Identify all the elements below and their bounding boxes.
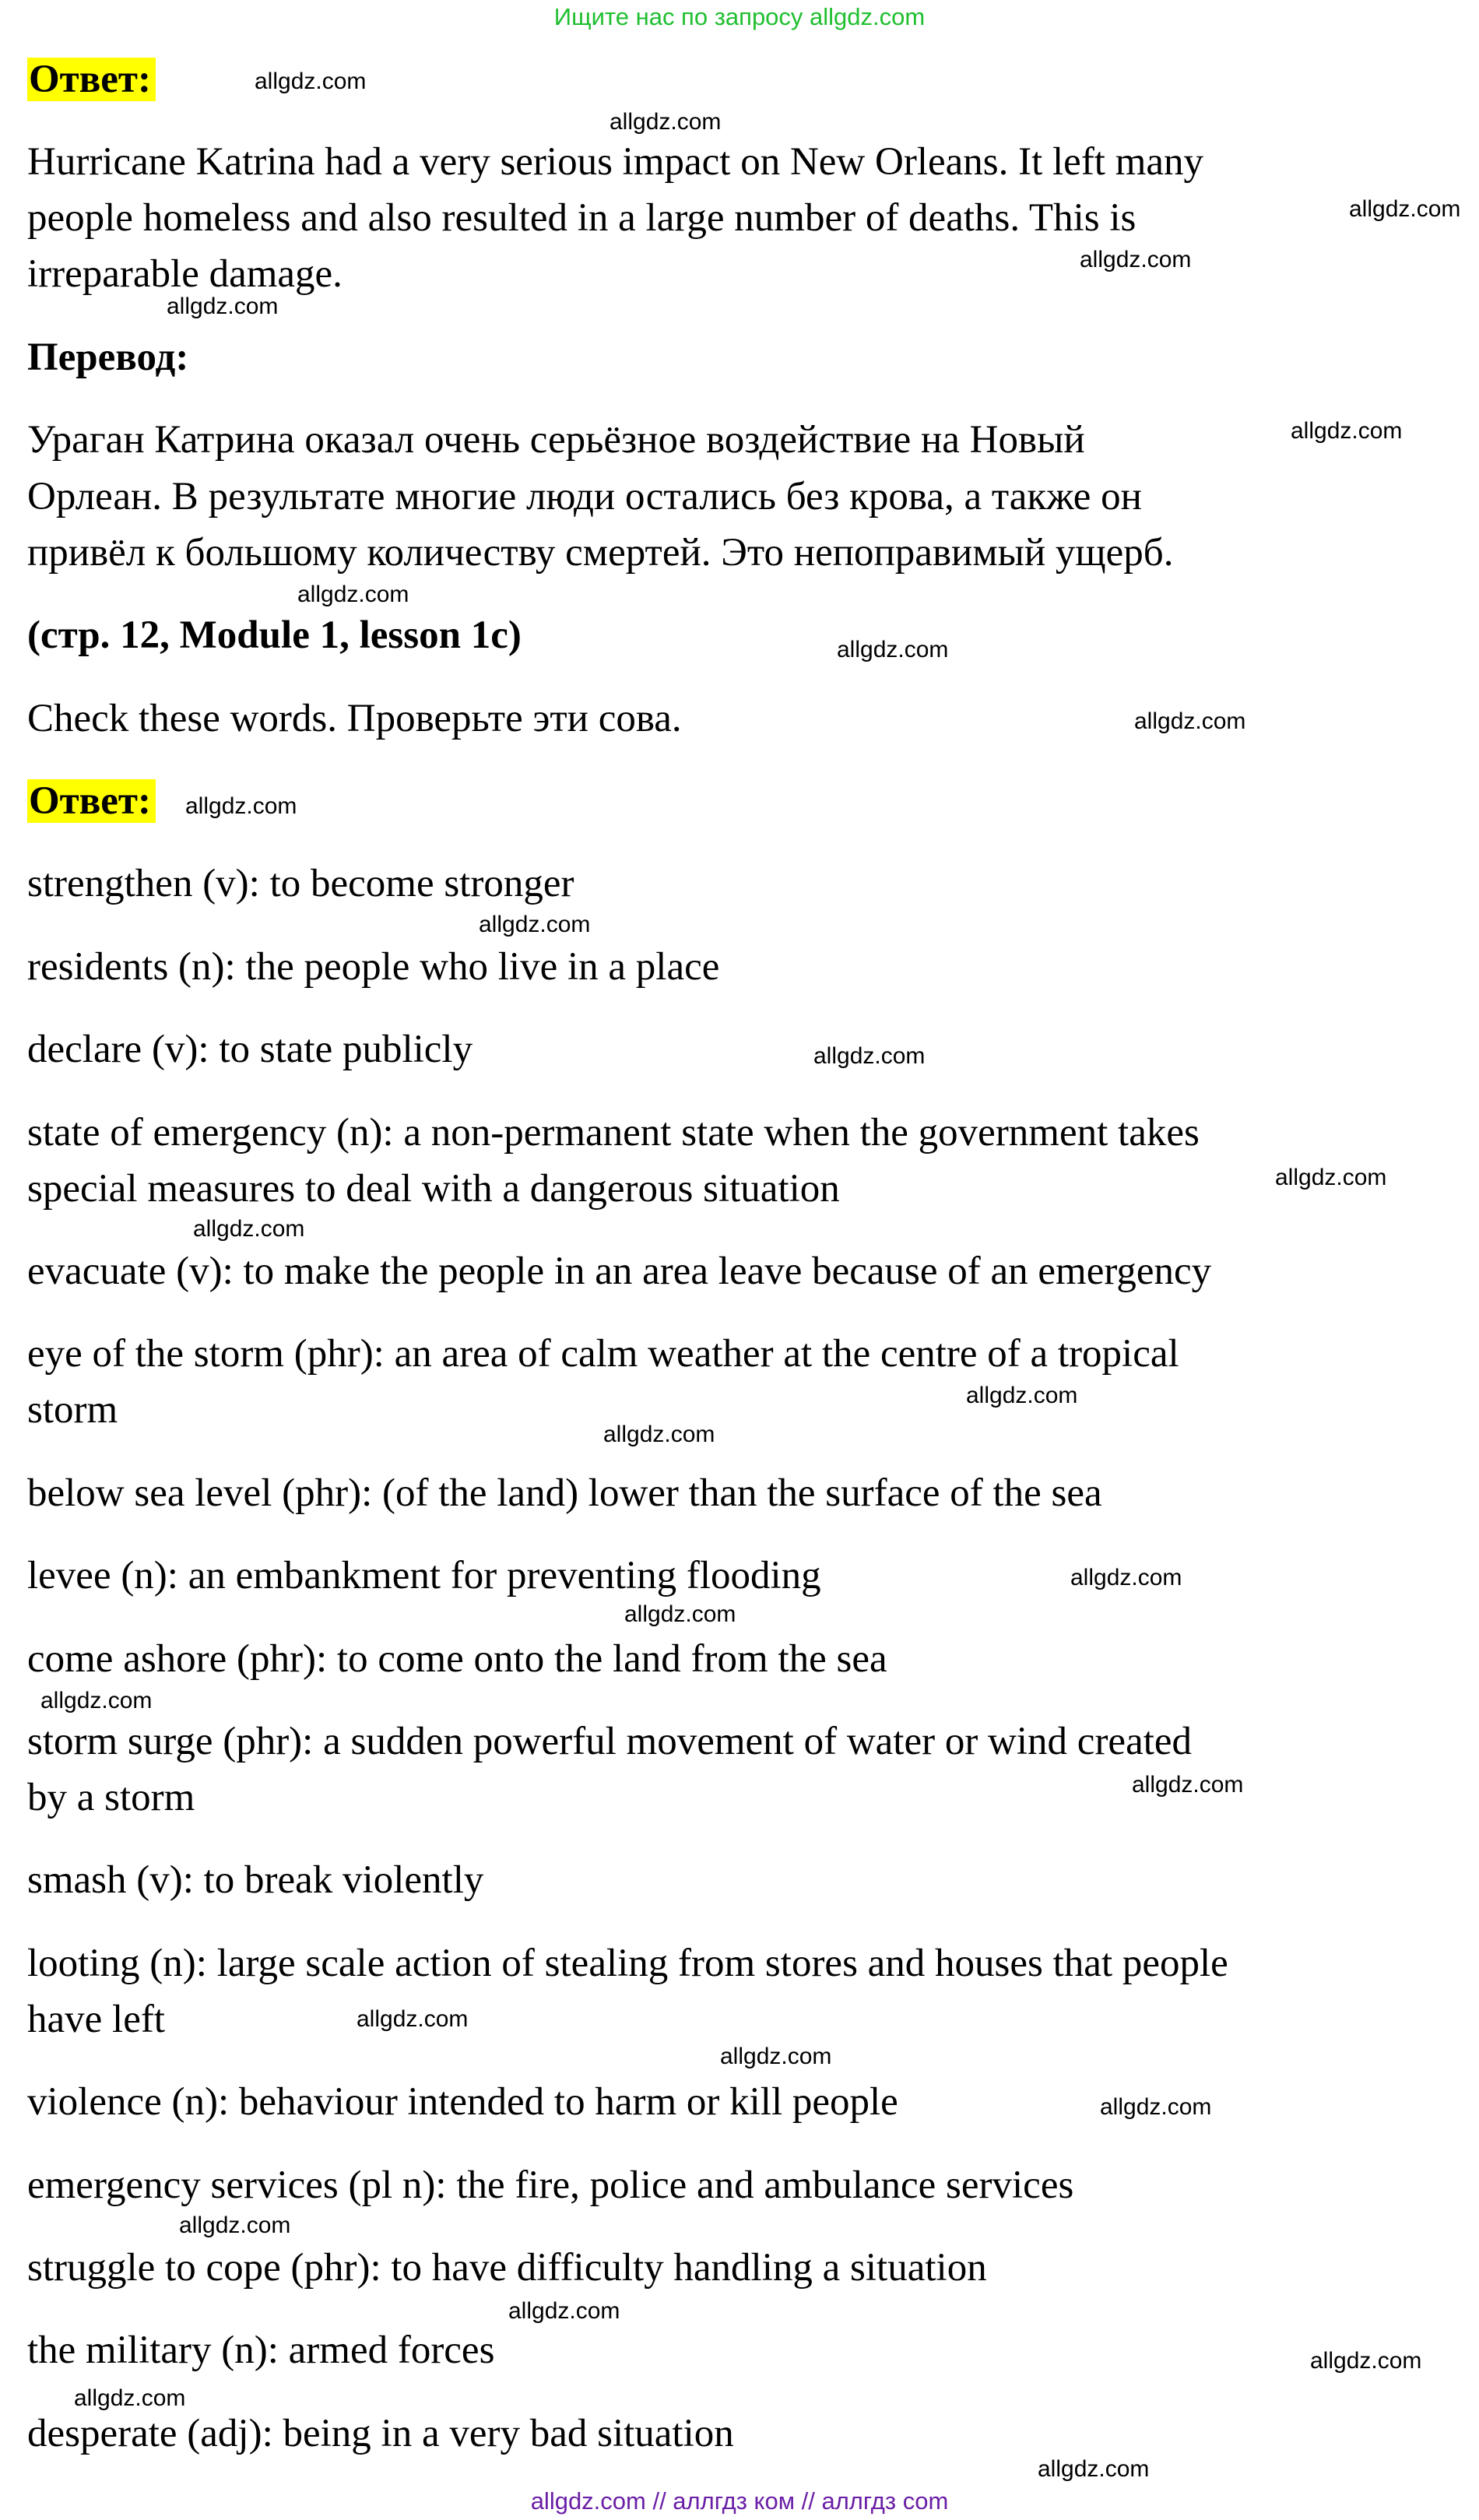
watermark: allgdz.com xyxy=(1275,1165,1387,1190)
watermark: allgdz.com xyxy=(1080,247,1192,272)
watermark: allgdz.com xyxy=(508,2298,620,2324)
definition-line: levee (n): an embankment for preventing flooding xyxy=(27,1554,821,1597)
watermark: allgdz.com xyxy=(255,69,367,94)
watermark: allgdz.com xyxy=(479,912,591,937)
definition-line: struggle to cope (phr): to have difficulty handling a situation xyxy=(27,2246,987,2290)
definition-line: violence (n): behaviour intended to harm or kill people xyxy=(27,2080,898,2124)
answer-label: Ответ: xyxy=(27,51,156,107)
watermark: allgdz.com xyxy=(1349,196,1461,222)
watermark: allgdz.com xyxy=(1132,1772,1244,1798)
watermark: allgdz.com xyxy=(1134,708,1246,734)
watermark: allgdz.com xyxy=(610,109,722,135)
definition-line: strengthen (v): to become stronger xyxy=(27,862,574,905)
translation-line-3: привёл к большому количеству смертей. Это непоправимый ущерб. xyxy=(27,531,1174,575)
watermark: allgdz.com xyxy=(1038,2456,1150,2482)
definition-line: storm xyxy=(27,1388,118,1432)
watermark: allgdz.com xyxy=(1070,1565,1182,1590)
watermark: allgdz.com xyxy=(1291,418,1403,444)
watermark: allgdz.com xyxy=(167,293,279,319)
translation-label: Перевод: xyxy=(27,336,189,379)
watermark: allgdz.com xyxy=(966,1383,1078,1408)
watermark: allgdz.com xyxy=(297,582,409,607)
definition-line: by a storm xyxy=(27,1776,195,1819)
watermark: allgdz.com xyxy=(603,1422,715,1447)
task-instruction: Check these words. Проверьте эти сова. xyxy=(27,697,682,740)
translation-line-1: Ураган Катрина оказал очень серьёзное воздействие на Новый xyxy=(27,418,1085,462)
bottom-promo-banner[interactable]: allgdz.com // аллгдз ком // аллгдз com xyxy=(530,2487,949,2515)
definition-line: smash (v): to break violently xyxy=(27,1858,484,1902)
definition-line: below sea level (phr): (of the land) lower than the surface of the sea xyxy=(27,1471,1102,1515)
definition-line: emergency services (pl n): the fire, police and ambulance services xyxy=(27,2163,1074,2207)
answer-line-3: irreparable damage. xyxy=(27,252,343,296)
watermark: allgdz.com xyxy=(720,2044,832,2069)
watermark: allgdz.com xyxy=(813,1043,926,1069)
answer-line-2: people homeless and also resulted in a large number of deaths. This is xyxy=(27,196,1136,240)
definition-line: evacuate (v): to make the people in an area leave because of an emergency xyxy=(27,1249,1212,1293)
definition-line: the military (n): armed forces xyxy=(27,2328,495,2372)
watermark: allgdz.com xyxy=(185,793,297,819)
watermark: allgdz.com xyxy=(74,2385,186,2411)
definition-line: special measures to deal with a dangerous situation xyxy=(27,1167,840,1211)
watermark: allgdz.com xyxy=(1100,2094,1212,2120)
translation-line-2: Орлеан. В результате многие люди остались без крова, а также он xyxy=(27,475,1142,518)
definition-line: state of emergency (n): a non-permanent state when the government takes xyxy=(27,1111,1200,1155)
watermark: allgdz.com xyxy=(1310,2348,1422,2374)
definition-line: desperate (adj): being in a very bad situation xyxy=(27,2412,734,2455)
definition-line: come ashore (phr): to come onto the land from the sea xyxy=(27,1637,887,1681)
definition-line: have left xyxy=(27,1998,165,2041)
watermark: allgdz.com xyxy=(40,1688,153,1713)
definition-line: looting (n): large scale action of stealing from stores and houses that people xyxy=(27,1942,1228,1985)
top-promo-banner[interactable]: Ищите нас по запросу allgdz.com xyxy=(553,3,926,30)
definition-line: residents (n): the people who live in a place xyxy=(27,945,720,989)
definition-line: eye of the storm (phr): an area of calm weather at the centre of a tropical xyxy=(27,1332,1179,1376)
answer-label: Ответ: xyxy=(27,773,156,829)
watermark: allgdz.com xyxy=(193,1216,305,1242)
watermark: allgdz.com xyxy=(837,637,949,663)
definition-line: declare (v): to state publicly xyxy=(27,1028,473,1071)
section-reference: (стр. 12, Module 1, lesson 1c) xyxy=(27,613,522,657)
watermark: allgdz.com xyxy=(624,1601,736,1627)
watermark: allgdz.com xyxy=(179,2212,291,2238)
answer-line-1: Hurricane Katrina had a very serious impact on New Orleans. It left many xyxy=(27,140,1204,184)
watermark: allgdz.com xyxy=(357,2006,469,2032)
definition-line: storm surge (phr): a sudden powerful movement of water or wind created xyxy=(27,1720,1193,1763)
